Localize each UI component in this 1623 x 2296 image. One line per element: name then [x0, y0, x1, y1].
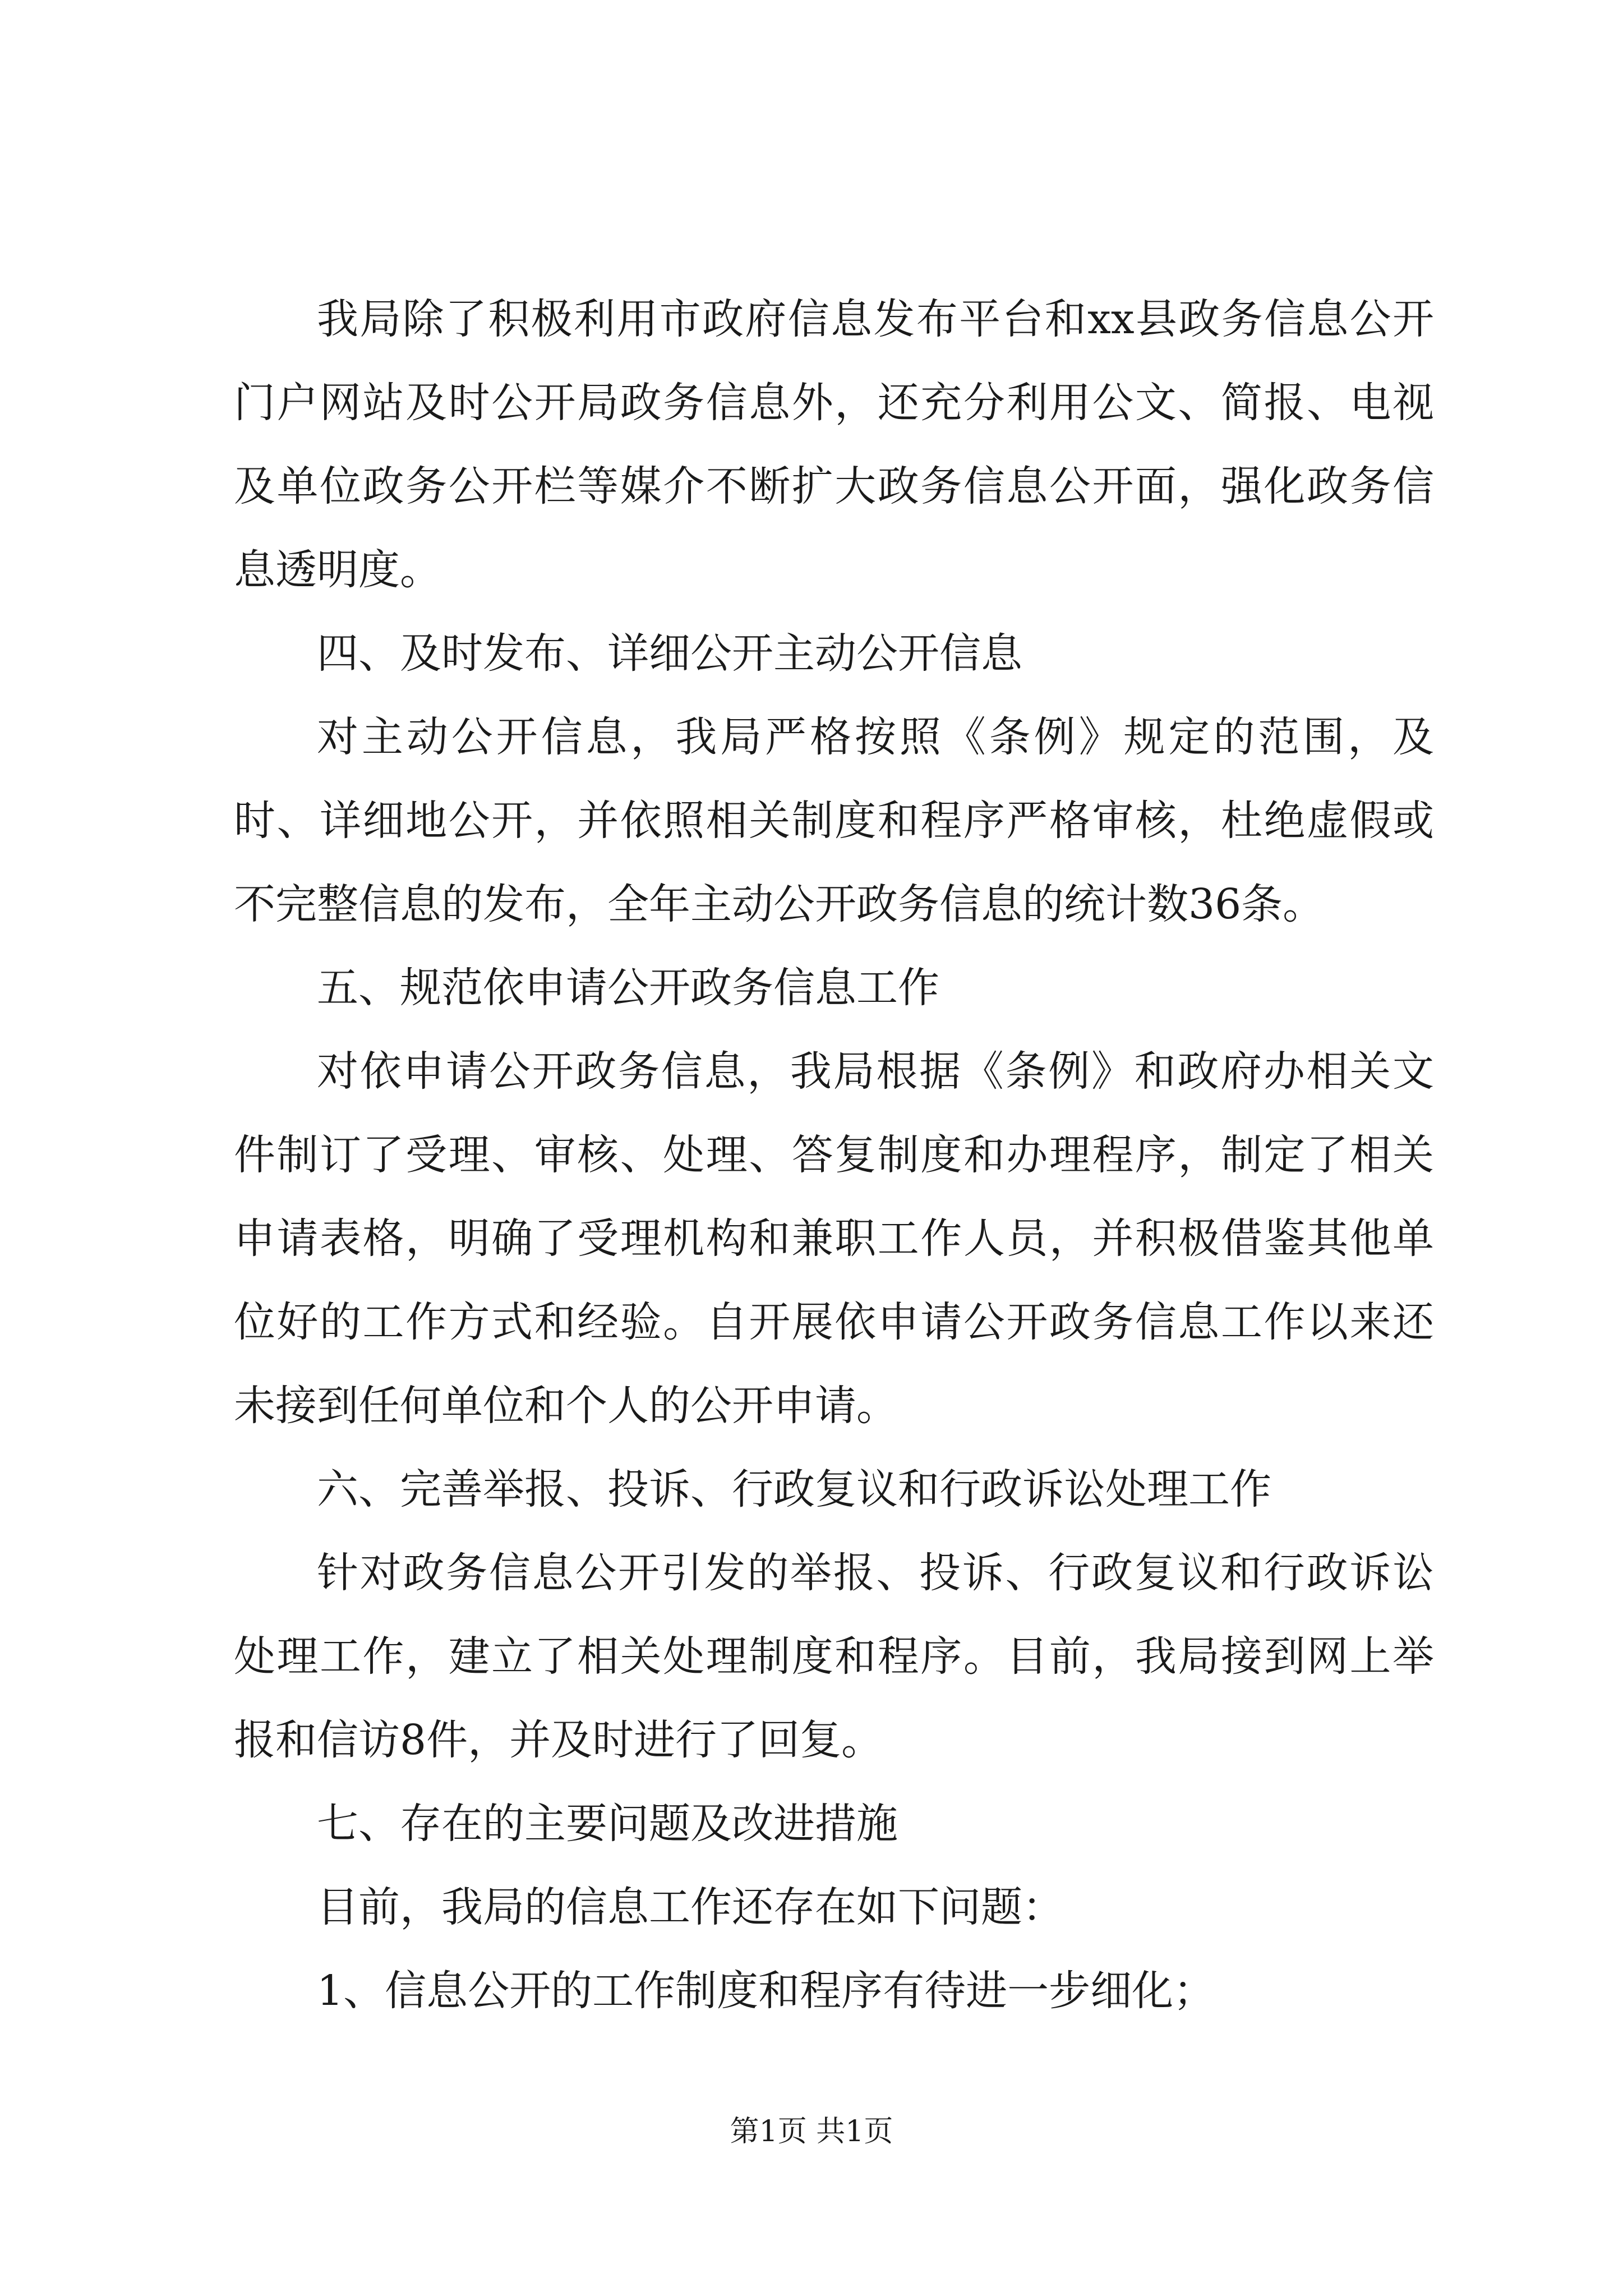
- paragraph-section-4: 对主动公开信息，我局严格按照《条例》规定的范围，及时、详细地公开，并依照相关制度和程序严格审核，杜绝虚假或不完整信息的发布，全年主动公开政务信息的统计数36条。: [234, 713, 1434, 928]
- heading-section-7: 七、存在的主要问题及改进措施: [317, 1800, 898, 1848]
- paragraph-intro: 我局除了积极利用市政府信息发布平台和xx县政务信息公开门户网站及时公开局政务信息外，还充分利用公文、简报、电视及单位政务公开栏等媒介不断扩大政务信息公开面，强化政务信息透明度。: [234, 295, 1434, 594]
- heading-section-5: 五、规范依申请公开政务信息工作: [317, 964, 939, 1012]
- list-item-1: 1、信息公开的工作制度和程序有待进一步细化；: [317, 1967, 1215, 2015]
- page-number-label: 第1页 共1页: [730, 2115, 893, 2148]
- document-body: [234, 278, 1434, 2033]
- heading-section-4: 四、及时发布、详细公开主动公开信息: [317, 629, 1022, 678]
- paragraph-section-7-intro: 目前，我局的信息工作还存在如下问题：: [317, 1883, 1064, 1931]
- page-footer: [0, 2112, 1623, 2151]
- paragraph-section-5: 对依申请公开政务信息，我局根据《条例》和政府办相关文件制订了受理、审核、处理、答复制度和办理程序，制定了相关申请表格，明确了受理机构和兼职工作人员，并积极借鉴其他单位好的工作方式和经验。自开展依申请公开政务信息工作以来还未接到任何单位和个人的公开申请。: [234, 1047, 1434, 1430]
- heading-section-6: 六、完善举报、投诉、行政复议和行政诉讼处理工作: [317, 1465, 1271, 1513]
- paragraph-section-6: 针对政务信息公开引发的举报、投诉、行政复议和行政诉讼处理工作，建立了相关处理制度和程序。目前，我局接到网上举报和信访8件，并及时进行了回复。: [234, 1549, 1434, 1764]
